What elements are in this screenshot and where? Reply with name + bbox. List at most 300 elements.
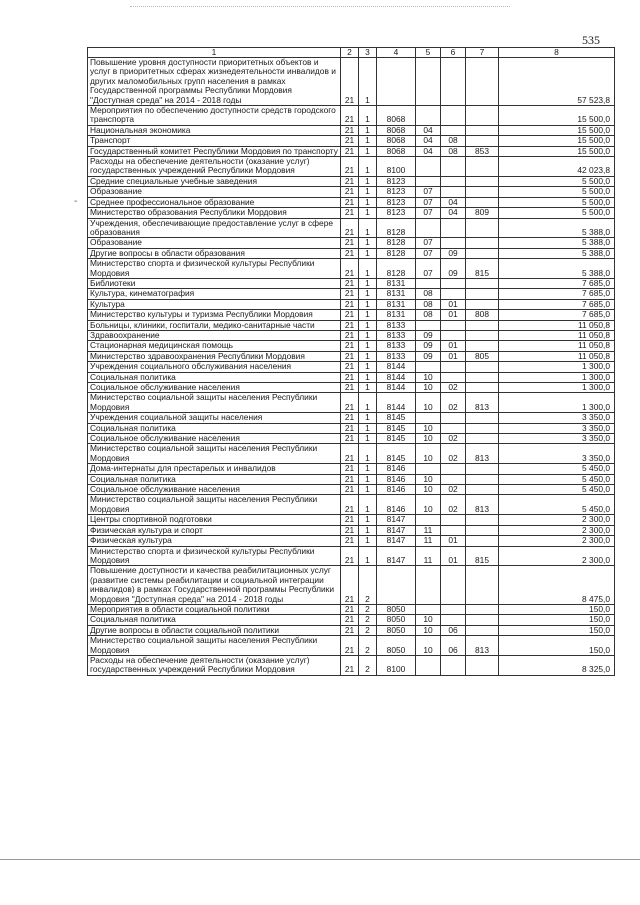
amount-cell: 5 500,0 (499, 176, 615, 186)
cell-col-3: 1 (359, 248, 377, 258)
cell-col-6 (441, 330, 466, 340)
cell-col-3: 1 (359, 146, 377, 156)
cell-col-3: 1 (359, 197, 377, 207)
cell-col-3: 1 (359, 259, 377, 279)
cell-col-2: 21 (341, 636, 359, 656)
amount-cell: 15 500,0 (499, 146, 615, 156)
cell-col-7 (466, 525, 499, 535)
cell-col-6: 08 (441, 136, 466, 146)
cell-col-4: 8131 (377, 310, 416, 320)
cell-col-6 (441, 238, 466, 248)
cell-col-6: 01 (441, 536, 466, 546)
cell-col-3: 1 (359, 106, 377, 126)
cell-col-4: 8147 (377, 546, 416, 566)
cell-col-5 (416, 58, 441, 106)
cell-col-5: 10 (416, 495, 441, 515)
cell-col-6 (441, 176, 466, 186)
cell-col-4: 8123 (377, 197, 416, 207)
cell-col-3: 1 (359, 320, 377, 330)
cell-col-2: 21 (341, 625, 359, 635)
cell-col-4: 8123 (377, 187, 416, 197)
row-name-cell: Физическая культура и спорт (88, 525, 341, 535)
cell-col-7: 815 (466, 546, 499, 566)
cell-col-7 (466, 299, 499, 309)
cell-col-5: 10 (416, 615, 441, 625)
amount-cell: 11 050,8 (499, 320, 615, 330)
cell-col-3: 1 (359, 187, 377, 197)
cell-col-6: 04 (441, 197, 466, 207)
amount-cell: 150,0 (499, 604, 615, 614)
row-name-cell: Социальная политика (88, 615, 341, 625)
amount-cell: 1 300,0 (499, 383, 615, 393)
cell-col-5 (416, 362, 441, 372)
row-name-cell: Средние специальные учебные заведения (88, 176, 341, 186)
row-name-cell: Министерство культуры и туризма Республики Мордовия (88, 310, 341, 320)
cell-col-2: 21 (341, 495, 359, 515)
column-header: 3 (359, 48, 377, 58)
cell-col-3: 1 (359, 546, 377, 566)
amount-cell: 8 475,0 (499, 566, 615, 605)
cell-col-7 (466, 218, 499, 238)
cell-col-2: 21 (341, 176, 359, 186)
table-row (88, 413, 615, 423)
column-header: 5 (416, 48, 441, 58)
amount-cell: 57 523,8 (499, 58, 615, 106)
cell-col-4: 8145 (377, 413, 416, 423)
column-header: 7 (466, 48, 499, 58)
cell-col-4: 8145 (377, 423, 416, 433)
cell-col-3: 2 (359, 615, 377, 625)
column-header: 8 (499, 48, 615, 58)
page-number: 535 (582, 33, 600, 47)
cell-col-7 (466, 187, 499, 197)
cell-col-5 (416, 413, 441, 423)
row-name-cell: Министерство образования Республики Мордовия (88, 208, 341, 218)
cell-col-7 (466, 157, 499, 177)
cell-col-4: 8144 (377, 362, 416, 372)
cell-col-2: 21 (341, 525, 359, 535)
table-body (88, 58, 615, 676)
cell-col-5: 09 (416, 341, 441, 351)
column-header: 4 (377, 48, 416, 58)
cell-col-2: 21 (341, 566, 359, 605)
cell-col-6 (441, 106, 466, 126)
cell-col-3: 1 (359, 515, 377, 525)
cell-col-6 (441, 423, 466, 433)
amount-cell: 150,0 (499, 625, 615, 635)
cell-col-4: 8144 (377, 372, 416, 382)
cell-col-3: 1 (359, 423, 377, 433)
cell-col-6: 01 (441, 341, 466, 351)
amount-cell: 150,0 (499, 636, 615, 656)
cell-col-4: 8100 (377, 157, 416, 177)
cell-col-6 (441, 515, 466, 525)
cell-col-3: 1 (359, 330, 377, 340)
column-header: 6 (441, 48, 466, 58)
cell-col-6 (441, 289, 466, 299)
cell-col-5 (416, 106, 441, 126)
amount-cell: 3 350,0 (499, 413, 615, 423)
cell-col-4: 8147 (377, 515, 416, 525)
table-row (88, 566, 615, 605)
cell-col-6 (441, 413, 466, 423)
cell-col-4: 8147 (377, 525, 416, 535)
cell-col-4: 8147 (377, 536, 416, 546)
cell-col-5: 07 (416, 187, 441, 197)
cell-col-2: 21 (341, 655, 359, 675)
table-row (88, 238, 615, 248)
cell-col-7 (466, 566, 499, 605)
amount-cell: 5 500,0 (499, 208, 615, 218)
cell-col-5: 11 (416, 546, 441, 566)
cell-col-3: 1 (359, 58, 377, 106)
cell-col-7 (466, 423, 499, 433)
cell-col-7 (466, 176, 499, 186)
cell-col-6: 01 (441, 546, 466, 566)
row-name-cell: Учреждения социального обслуживания населения (88, 362, 341, 372)
table-row (88, 372, 615, 382)
table-row (88, 136, 615, 146)
cell-col-5 (416, 176, 441, 186)
cell-col-2: 21 (341, 289, 359, 299)
cell-col-6: 02 (441, 434, 466, 444)
cell-col-7 (466, 362, 499, 372)
cell-col-7 (466, 320, 499, 330)
cell-col-7 (466, 341, 499, 351)
cell-col-6 (441, 566, 466, 605)
row-name-cell: Стационарная медицинская помощь (88, 341, 341, 351)
table-row (88, 218, 615, 238)
cell-col-4: 8068 (377, 125, 416, 135)
cell-col-2: 21 (341, 330, 359, 340)
cell-col-3: 1 (359, 310, 377, 320)
cell-col-5: 10 (416, 636, 441, 656)
cell-col-2: 21 (341, 310, 359, 320)
cell-col-7: 813 (466, 444, 499, 464)
amount-cell: 5 388,0 (499, 248, 615, 258)
cell-col-4: 8068 (377, 146, 416, 156)
cell-col-5 (416, 604, 441, 614)
table-row (88, 341, 615, 351)
row-name-cell: Министерство спорта и физической культуры Республики Мордовия (88, 546, 341, 566)
cell-col-2: 21 (341, 546, 359, 566)
amount-cell: 11 050,8 (499, 351, 615, 361)
cell-col-4: 8146 (377, 474, 416, 484)
cell-col-4: 8128 (377, 218, 416, 238)
row-name-cell: Повышение доступности и качества реабилитационных услуг (развитие системы реабилитации и социальной интеграции инвалидов) в рамках Государственной программы Республики Мордовия "Доступная среда" на 2014 - 2018 годы (88, 566, 341, 605)
table-row (88, 187, 615, 197)
table-row (88, 320, 615, 330)
cell-col-6 (441, 320, 466, 330)
cell-col-3: 1 (359, 289, 377, 299)
cell-col-5: 11 (416, 536, 441, 546)
row-name-cell: Мероприятия в области социальной политики (88, 604, 341, 614)
cell-col-6: 04 (441, 208, 466, 218)
row-name-cell: Повышение уровня доступности приоритетных объектов и услуг в приоритетных сферах жизнедеятельности инвалидов и других маломобильных групп населения в рамках Государственной программы Республики Мордовия "Доступная среда" на 2014 - 2018 годы (88, 58, 341, 106)
cell-col-2: 21 (341, 485, 359, 495)
cell-col-5: 10 (416, 444, 441, 464)
cell-col-3: 2 (359, 655, 377, 675)
cell-col-6 (441, 218, 466, 238)
cell-col-3: 1 (359, 157, 377, 177)
row-name-cell: Физическая культура (88, 536, 341, 546)
cell-col-3: 1 (359, 434, 377, 444)
cell-col-7 (466, 655, 499, 675)
cell-col-2: 21 (341, 341, 359, 351)
cell-col-5: 10 (416, 485, 441, 495)
cell-col-2: 21 (341, 383, 359, 393)
cell-col-4: 8131 (377, 278, 416, 288)
row-name-cell: Расходы на обеспечение деятельности (оказание услуг) государственных учреждений Республики Мордовия (88, 157, 341, 177)
cell-col-2: 21 (341, 444, 359, 464)
cell-col-6: 01 (441, 351, 466, 361)
row-name-cell: Учреждения социальной защиты населения (88, 413, 341, 423)
amount-cell: 2 300,0 (499, 515, 615, 525)
cell-col-3: 1 (359, 444, 377, 464)
cell-col-7: 809 (466, 208, 499, 218)
cell-col-2: 21 (341, 197, 359, 207)
column-header: 1 (88, 48, 341, 58)
amount-cell: 1 300,0 (499, 362, 615, 372)
cell-col-7 (466, 248, 499, 258)
cell-col-5: 04 (416, 146, 441, 156)
cell-col-5 (416, 218, 441, 238)
table-row (88, 157, 615, 177)
cell-col-5 (416, 566, 441, 605)
amount-cell: 5 388,0 (499, 259, 615, 279)
cell-col-5: 07 (416, 238, 441, 248)
cell-col-4: 8050 (377, 615, 416, 625)
cell-col-4: 8100 (377, 655, 416, 675)
cell-col-6 (441, 615, 466, 625)
cell-col-4: 8145 (377, 444, 416, 464)
amount-cell: 42 023,8 (499, 157, 615, 177)
table-row (88, 330, 615, 340)
table-row (88, 434, 615, 444)
cell-col-2: 21 (341, 536, 359, 546)
cell-col-4: 8133 (377, 320, 416, 330)
cell-col-5: 11 (416, 525, 441, 535)
amount-cell: 1 300,0 (499, 372, 615, 382)
cell-col-7 (466, 372, 499, 382)
cell-col-7 (466, 413, 499, 423)
cell-col-3: 1 (359, 176, 377, 186)
cell-col-2: 21 (341, 362, 359, 372)
cell-col-5: 08 (416, 289, 441, 299)
cell-col-5 (416, 157, 441, 177)
table-row (88, 536, 615, 546)
cell-col-3: 1 (359, 536, 377, 546)
row-name-cell: Социальное обслуживание населения (88, 383, 341, 393)
cell-col-6: 02 (441, 485, 466, 495)
cell-col-5 (416, 320, 441, 330)
amount-cell: 5 388,0 (499, 238, 615, 248)
cell-col-4 (377, 58, 416, 106)
cell-col-6 (441, 125, 466, 135)
cell-col-5 (416, 515, 441, 525)
cell-col-4: 8131 (377, 289, 416, 299)
amount-cell: 5 450,0 (499, 464, 615, 474)
amount-cell: 150,0 (499, 615, 615, 625)
amount-cell: 7 685,0 (499, 310, 615, 320)
cell-col-3: 1 (359, 218, 377, 238)
cell-col-3: 1 (359, 136, 377, 146)
table-row (88, 197, 615, 207)
row-name-cell: Министерство здравоохранения Республики Мордовия (88, 351, 341, 361)
cell-col-4: 8050 (377, 625, 416, 635)
table-row (88, 495, 615, 515)
cell-col-6: 02 (441, 495, 466, 515)
cell-col-3: 2 (359, 636, 377, 656)
cell-col-7: 853 (466, 146, 499, 156)
cell-col-7 (466, 238, 499, 248)
cell-col-2: 21 (341, 58, 359, 106)
cell-col-6 (441, 157, 466, 177)
cell-col-5: 10 (416, 372, 441, 382)
cell-col-2: 21 (341, 604, 359, 614)
cell-col-7 (466, 106, 499, 126)
cell-col-7 (466, 330, 499, 340)
cell-col-3: 1 (359, 362, 377, 372)
table-row (88, 636, 615, 656)
amount-cell: 5 450,0 (499, 485, 615, 495)
cell-col-4: 8131 (377, 299, 416, 309)
table-row (88, 625, 615, 635)
amount-cell: 8 325,0 (499, 655, 615, 675)
row-name-cell: Образование (88, 238, 341, 248)
cell-col-5: 07 (416, 259, 441, 279)
cell-col-3: 1 (359, 341, 377, 351)
table-row (88, 146, 615, 156)
cell-col-5: 10 (416, 393, 441, 413)
amount-cell: 15 500,0 (499, 125, 615, 135)
cell-col-6: 06 (441, 625, 466, 635)
cell-col-2: 21 (341, 238, 359, 248)
table-row (88, 525, 615, 535)
cell-col-3: 1 (359, 485, 377, 495)
amount-cell: 2 300,0 (499, 536, 615, 546)
table-row (88, 351, 615, 361)
cell-col-3: 1 (359, 372, 377, 382)
cell-col-7 (466, 615, 499, 625)
row-name-cell: Национальная экономика (88, 125, 341, 135)
row-name-cell: Культура, кинематография (88, 289, 341, 299)
amount-cell: 3 350,0 (499, 423, 615, 433)
amount-cell: 3 350,0 (499, 434, 615, 444)
cell-col-5 (416, 464, 441, 474)
cell-col-6 (441, 187, 466, 197)
row-name-cell: Учреждения, обеспечивающие предоставление услуг в сфере образования (88, 218, 341, 238)
cell-col-7 (466, 58, 499, 106)
table-row (88, 485, 615, 495)
cell-col-3: 1 (359, 525, 377, 535)
scan-bottom-rule (0, 859, 640, 860)
amount-cell: 5 500,0 (499, 197, 615, 207)
cell-col-7: 813 (466, 393, 499, 413)
cell-col-7 (466, 434, 499, 444)
cell-col-6 (441, 58, 466, 106)
row-name-cell: Библиотеки (88, 278, 341, 288)
cell-col-6 (441, 474, 466, 484)
row-name-cell: Образование (88, 187, 341, 197)
table-row (88, 604, 615, 614)
cell-col-4: 8068 (377, 136, 416, 146)
amount-cell: 5 388,0 (499, 218, 615, 238)
cell-col-5: 10 (416, 383, 441, 393)
table-row (88, 393, 615, 413)
row-name-cell: Социальная политика (88, 372, 341, 382)
table-row (88, 362, 615, 372)
cell-col-7 (466, 536, 499, 546)
cell-col-4: 8146 (377, 485, 416, 495)
table-row (88, 58, 615, 106)
cell-col-4: 8123 (377, 208, 416, 218)
cell-col-4: 8050 (377, 604, 416, 614)
cell-col-6: 09 (441, 259, 466, 279)
cell-col-5: 09 (416, 351, 441, 361)
cell-col-2: 21 (341, 413, 359, 423)
cell-col-3: 1 (359, 474, 377, 484)
amount-cell: 5 450,0 (499, 495, 615, 515)
cell-col-5: 07 (416, 208, 441, 218)
row-name-cell: Министерство социальной защиты населения Республики Мордовия (88, 636, 341, 656)
cell-col-4: 8123 (377, 176, 416, 186)
cell-col-7 (466, 604, 499, 614)
cell-col-5: 10 (416, 434, 441, 444)
table-row (88, 655, 615, 675)
cell-col-3: 1 (359, 125, 377, 135)
cell-col-2: 21 (341, 187, 359, 197)
cell-col-6 (441, 372, 466, 382)
row-name-cell: Мероприятия по обеспечению доступности средств городского транспорта (88, 106, 341, 126)
table-row (88, 125, 615, 135)
cell-col-6: 01 (441, 310, 466, 320)
table-row (88, 278, 615, 288)
cell-col-3: 1 (359, 238, 377, 248)
table-row (88, 259, 615, 279)
cell-col-4: 8144 (377, 393, 416, 413)
cell-col-4: 8133 (377, 351, 416, 361)
cell-col-7 (466, 136, 499, 146)
cell-col-2: 21 (341, 423, 359, 433)
row-name-cell: Министерство социальной защиты населения Республики Мордовия (88, 444, 341, 464)
cell-col-6: 02 (441, 444, 466, 464)
table-row (88, 248, 615, 258)
amount-cell: 15 500,0 (499, 136, 615, 146)
cell-col-7: 813 (466, 495, 499, 515)
row-name-cell: Социальное обслуживание населения (88, 485, 341, 495)
cell-col-2: 21 (341, 464, 359, 474)
cell-col-3: 1 (359, 208, 377, 218)
cell-col-5 (416, 278, 441, 288)
cell-col-4: 8128 (377, 238, 416, 248)
row-name-cell: Министерство социальной защиты населения Республики Мордовия (88, 495, 341, 515)
table-row (88, 176, 615, 186)
amount-cell: 15 500,0 (499, 106, 615, 126)
table-row (88, 546, 615, 566)
amount-cell: 2 300,0 (499, 525, 615, 535)
scan-top-rule (130, 6, 510, 7)
cell-col-2: 21 (341, 278, 359, 288)
cell-col-2: 21 (341, 372, 359, 382)
cell-col-3: 1 (359, 351, 377, 361)
cell-col-6: 08 (441, 146, 466, 156)
cell-col-6 (441, 655, 466, 675)
cell-col-6: 09 (441, 248, 466, 258)
table-row (88, 106, 615, 126)
cell-col-2: 21 (341, 259, 359, 279)
amount-cell: 3 350,0 (499, 444, 615, 464)
